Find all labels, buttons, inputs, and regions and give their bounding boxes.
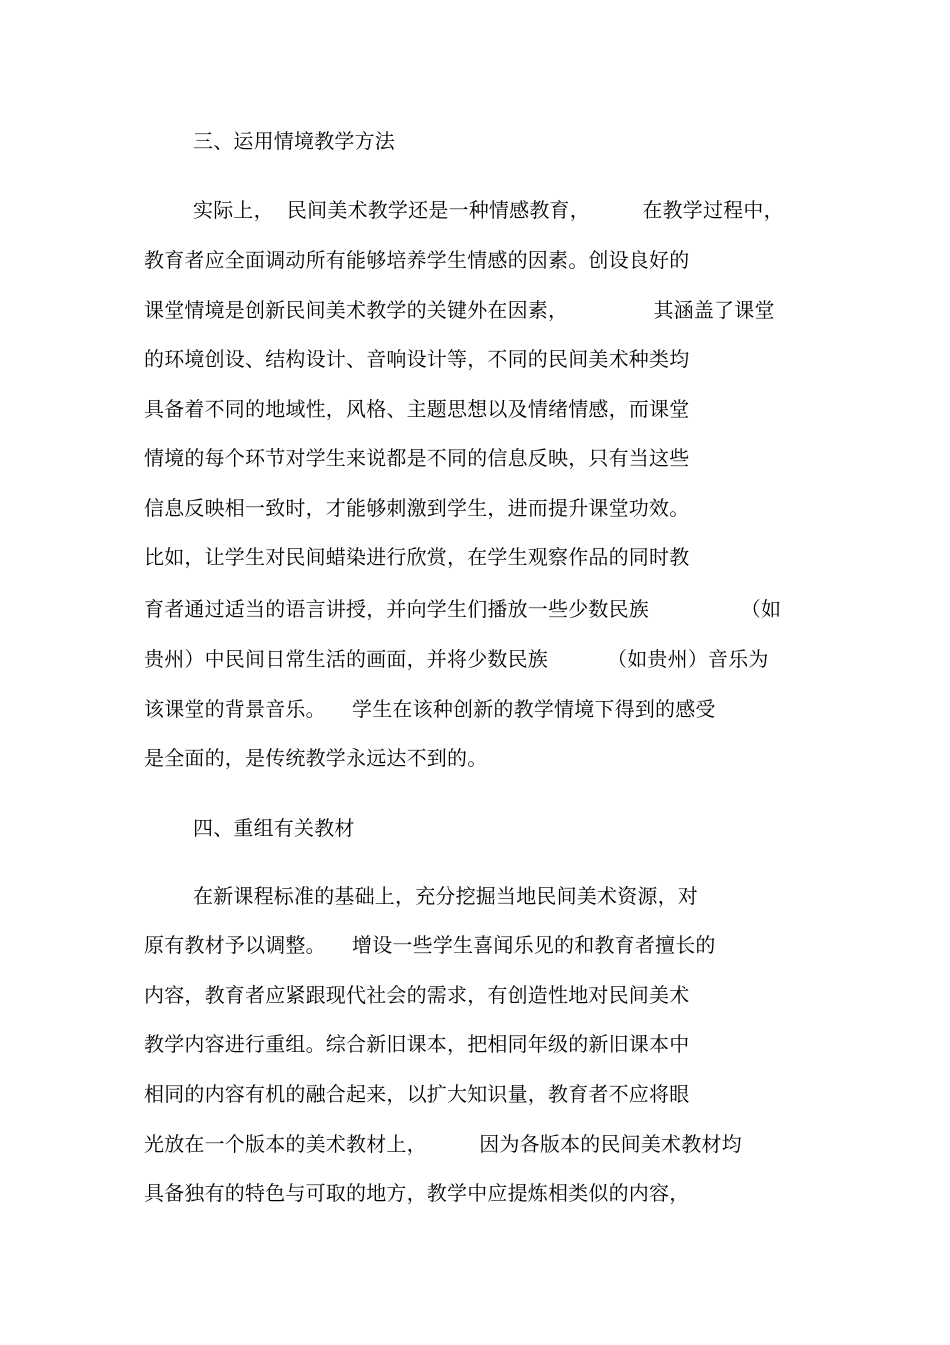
paragraph-line: 具备着不同的地域性，风格、主题思想以及情绪情感，而课堂	[144, 397, 690, 421]
paragraph-line: 课堂情境是创新民间美术教学的关键外在因素， 其涵盖了课堂	[144, 298, 775, 322]
paragraph-line: 光放在一个版本的美术教材上， 因为各版本的民间美术教材均	[144, 1132, 742, 1156]
paragraph-line: 教育者应全面调动所有能够培养学生情感的因素。创设良好的	[144, 248, 690, 272]
paragraph-line: 育者通过适当的语言讲授，并向学生们播放一些少数民族 （如	[144, 597, 782, 621]
paragraph-line: 该课堂的背景音乐。 学生在该种创新的教学情境下得到的感受	[144, 697, 716, 721]
section-heading-4: 四、重组有关教材	[193, 816, 355, 840]
paragraph-line: 具备独有的特色与可取的地方，教学中应提炼相类似的内容，	[144, 1181, 690, 1205]
paragraph-line: 教学内容进行重组。综合新旧课本，把相同年级的新旧课本中	[144, 1032, 690, 1056]
paragraph-line: 实际上， 民间美术教学还是一种情感教育， 在教学过程中，	[193, 198, 784, 222]
section-heading-3: 三、运用情境教学方法	[193, 129, 395, 153]
paragraph-line: 信息反映相一致时，才能够刺激到学生，进而提升课堂功效。	[144, 496, 690, 520]
paragraph-line: 相同的内容有机的融合起来，以扩大知识量，教育者不应将眼	[144, 1082, 690, 1106]
paragraph-line: 贵州）中民间日常生活的画面，并将少数民族 （如贵州）音乐为	[144, 647, 769, 671]
paragraph-line: 的环境创设、结构设计、音响设计等，不同的民间美术种类均	[144, 347, 690, 371]
paragraph-line: 在新课程标准的基础上，充分挖掘当地民间美术资源，对	[193, 884, 698, 908]
paragraph-line: 是全面的，是传统教学永远达不到的。	[144, 746, 488, 770]
paragraph-line: 情境的每个环节对学生来说都是不同的信息反映，只有当这些	[144, 446, 690, 470]
paragraph-line: 原有教材予以调整。 增设一些学生喜闻乐见的和教育者擅长的	[144, 933, 716, 957]
paragraph-line: 比如，让学生对民间蜡染进行欣赏，在学生观察作品的同时教	[144, 545, 690, 569]
paragraph-line: 内容，教育者应紧跟现代社会的需求，有创造性地对民间美术	[144, 983, 690, 1007]
